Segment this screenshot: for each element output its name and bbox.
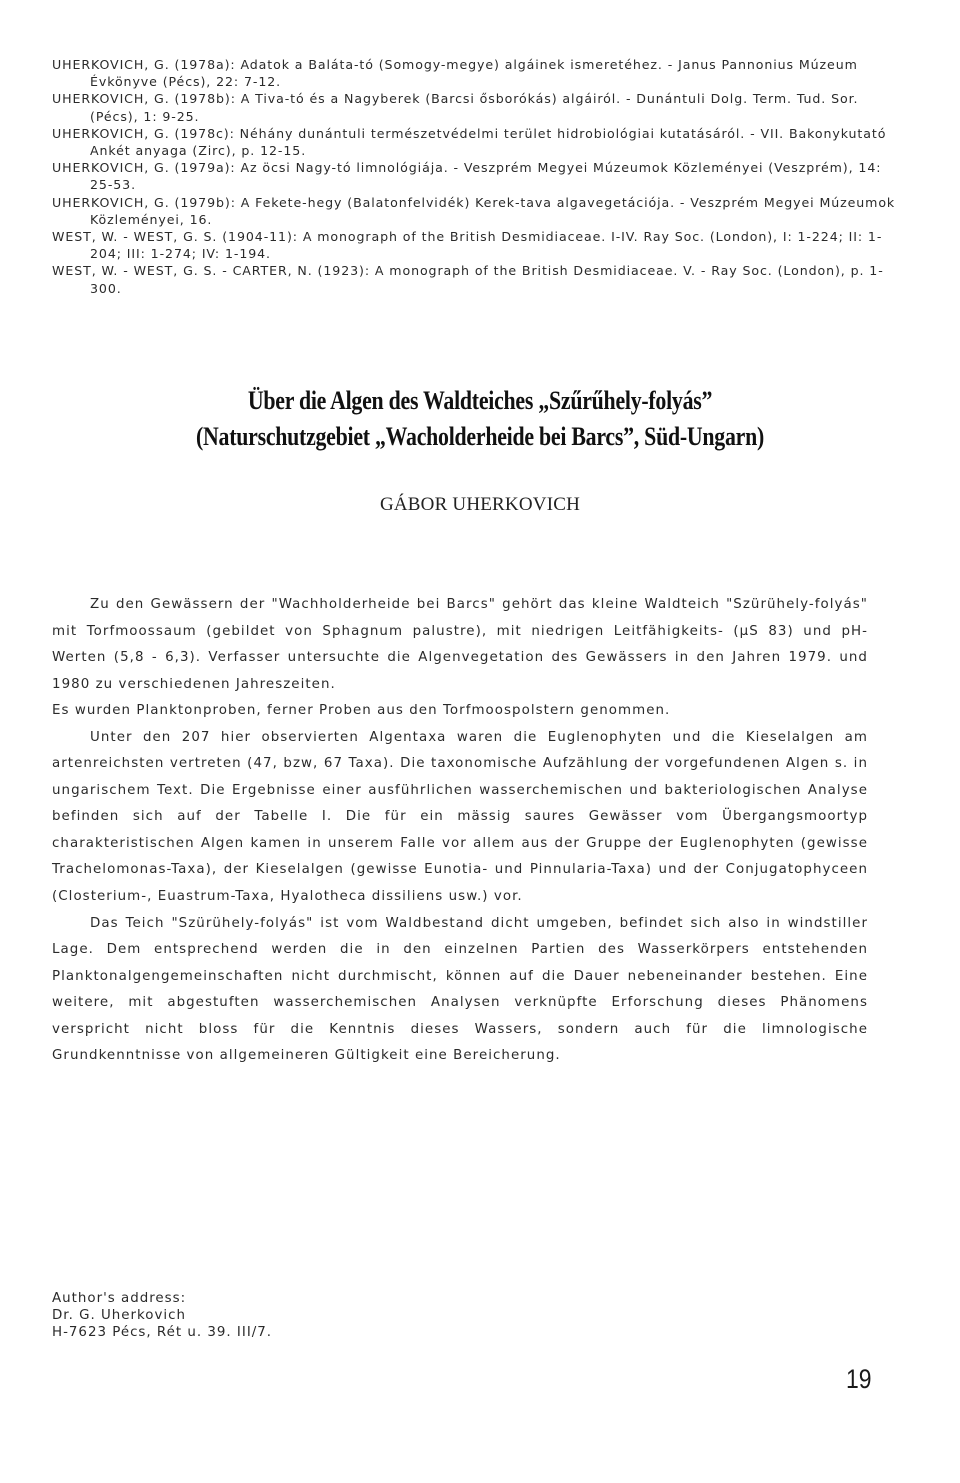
author-name: GÁBOR UHERKOVICH [379,494,581,515]
abstract-paragraph: Es wurden Planktonproben, ferner Proben aus den Torfmoospolstern genommen. [52,703,671,719]
reference-list [52,56,902,297]
address-street: H-7623 Pécs, Rét u. 39. III/7. [52,1325,273,1340]
reference-item: WEST, W. - WEST, G. S. - CARTER, N. (1923): A monograph of the British Desmidiaceae. V. - Ray Soc. (London), p. 1-300. [52,263,884,296]
reference-item: UHERKOVICH, G. (1978a): Adatok a Baláta-tó (Somogy-megye) algáinek ismeretéhez. - Janus Pannonius Múzeum Évkönyve (Pécs), 22: 7-12. [52,57,858,90]
reference-item: UHERKOVICH, G. (1979b): A Fekete-hegy (Balatonfelvidék) Kerek-tava algavegetációja. - Veszprém Megyei Múzeumok Közleményei, 16. [52,194,896,227]
abstract-paragraph: Unter den 207 hier observierten Algentaxa waren die Euglenophyten und die Kieselalgen am artenreichsten vertreten (47, bzw, 67 Taxa). Die taxonomische Aufzählung der vorgefundenen Algen s. in ungarischem Text. Die Ergebnisse einer ausführlichen wasserchemischen und bakteriologischen Analyse befinden sich auf der Tabelle I. Die für ein mässig saures Gewässer vom Übergangsmoortyp charakteristischen Algen kamen in unserem Falle vor allem aus der Gruppe der Euglenophyten (gewisse Trachelomonas-Taxa), der Kieselalgen (gewisse Eunotia- und Pinnularia-Taxa) und der Conjugatophyceen (Closterium-, Euastrum-Taxa, Hyalotheca dissiliens usw.) vor. [52,729,868,905]
reference-item: UHERKOVICH, G. (1979a): Az öcsi Nagy-tó limnológiája. - Veszprém Megyei Múzeumok Közleményei (Veszprém), 14: 25-53. [52,160,882,193]
abstract-body [52,592,868,1070]
reference-item: WEST, W. - WEST, G. S. (1904-11): A monograph of the British Desmidiaceae. I-IV. Ray Soc. (London), I: 1-224; II: 1-204; III: 1-274; IV: 1-194. [52,229,883,262]
article-title [77,383,883,455]
abstract-paragraph: Zu den Gewässern der "Wachholderheide bei Barcs" gehört das kleine Waldteich "Szürühely-folyás" mit Torfmoossaum (gebildet von Sphagnum palustre), mit niedrigen Leitfähigkeits- (µS 83) und pH-Werten (5,8 - 6,3). Verfasser untersuchte die Algenvegetation des Gewässers in den Jahren 1979. und 1980 zu verschiedenen Jahreszeiten. [52,597,868,692]
address-name: Dr. G. Uherkovich [52,1308,186,1323]
title-line-1: Über die Algen des Waldteiches „Szűrűhely-folyás” [247,386,713,415]
page-number: 19 [846,1364,872,1394]
reference-item: UHERKOVICH, G. (1978c): Néhány dunántuli természetvédelmi terület hidrobiológiai kutatásáról. - VII. Bakonykutató Ankét anyaga (Zirc), p. 12-15. [52,125,887,159]
abstract-paragraph: Das Teich "Szürühely-folyás" ist vom Waldbestand dicht umgeben, befindet sich also in windstiller Lage. Dem entsprechend werden die in den einzelnen Partien des Wasserkörpers entstehenden Planktonalgengemeinschaften nicht durchmischt, können auf die Dauer nebeneinander bestehen. Eine weitere, mit abgestuften wasserchemischen Analysen verknüpfte Erforschung dieses Phänomens verspricht nicht bloss für die Kenntnis dieses Wassers, sondern auch für die limnologische Grundkenntnisse von allgemeineren Gültigkeit eine Bereicherung. [52,915,868,1064]
title-line-2: (Naturschutzgebiet „Wacholderheide bei Barcs”, Süd-Ungarn) [196,422,764,451]
author-address [52,1290,272,1341]
reference-item: UHERKOVICH, G. (1978b): A Tiva-tó és a Nagyberek (Barcsi ősborókás) algáiról. - Dunántuli Dolg. Term. Tud. Sor. (Pécs), 1: 9-25. [52,91,859,124]
address-label: Author's address: [52,1291,187,1306]
